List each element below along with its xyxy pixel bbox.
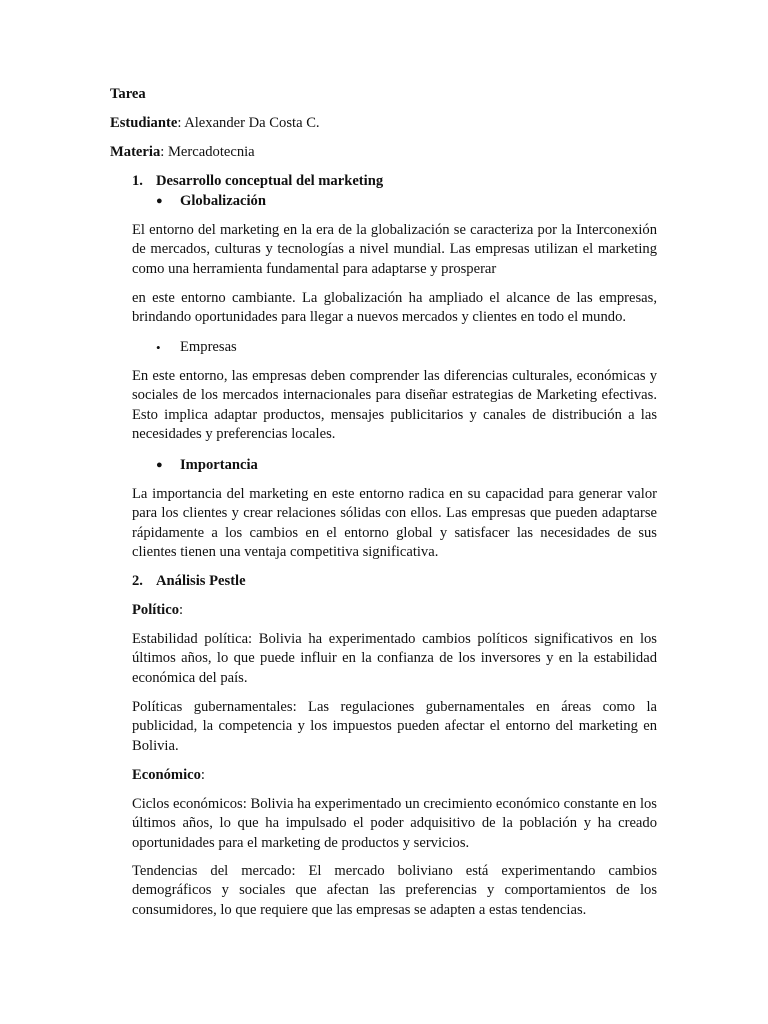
subject-line [110,143,255,162]
paragraph-empresas: En este entorno, las empresas deben comprender las diferencias culturales, económicas y sociales de los mercados internacionales para diseñar estrategias de Marketing efectivas. Esto implica adaptar productos, mensajes publicitarios y canales de distribución a las necesidades y preferencias locales. [132,368,657,442]
section1-heading: Desarrollo conceptual del marketing [156,173,384,189]
subheading-empresas: Empresas [180,339,237,355]
economico-label-line [132,766,205,785]
subject-label: Materia [110,144,161,160]
paragraph-globalizacion-b: en este entorno cambiante. La globalización ha ampliado el alcance de las empresas, brindando oportunidades para llegar a nuevos mercados y clientes en todo el mundo. [132,290,657,326]
economico-colon: : [200,767,205,783]
politico-label: Político [132,602,180,618]
subject-value: : Mercadotecnia [160,144,255,160]
paragraph-ciclos-economicos: Ciclos económicos: Bolivia ha experimentado un crecimiento económico constante en los últimos años, lo que ha impulsado el poder adquisitivo de la población y ha creado oportunidades para el marketing de productos y servicios. [132,796,657,851]
subheading-globalizacion: Globalización [180,193,266,209]
student-value: : Alexander Da Costa C. [177,115,320,131]
section2-heading: Análisis Pestle [156,573,246,589]
politico-colon: : [179,602,184,618]
bullet-icon: • [156,340,161,355]
student-label: Estudiante [110,115,178,131]
section2-number: 2. [132,573,143,589]
paragraph-importancia: La importancia del marketing en este entorno radica en su capacidad para generar valor para los clientes y crear relaciones sólidas con ellos. Las empresas que pueden adaptarse rápidamente a los cambios en el entorno global y satisfacer las necesidades de sus clientes tienen una ventaja competitiva significativa. [132,486,657,560]
paragraph-globalizacion-a: El entorno del marketing en la era de la globalización se caracteriza por la Interconexión de mercados, culturas y tecnologías a nivel mundial. Las empresas utilizan el marketing como una herramienta fundamental para adaptarse y prosperar [132,222,657,277]
paragraph-estabilidad-politica: Estabilidad política: Bolivia ha experimentado cambios políticos significativos en los últimos años, lo que puede influir en la confianza de los inversores y en la estabilidad económica del país. [132,631,657,686]
paragraph-tendencias-mercado: Tendencias del mercado: El mercado boliviano está experimentando cambios demográficos y sociales que afectan las preferencias y comportamientos de los consumidores, lo que requiere que las empresas se adapten a estas tendencias. [132,863,657,918]
economico-label: Económico [132,767,201,783]
document-title: Tarea [110,86,146,102]
section1-number: 1. [132,173,143,189]
politico-label-line [132,601,183,620]
bullet-icon: ● [156,459,163,471]
paragraph-politicas-gubernamentales: Políticas gubernamentales: Las regulaciones gubernamentales en áreas como la publicidad, la competencia y los impuestos pueden afectar el entorno del marketing en Bolivia. [132,699,657,754]
subheading-importancia: Importancia [180,457,258,473]
student-line [110,114,320,133]
bullet-icon: ● [156,195,163,207]
